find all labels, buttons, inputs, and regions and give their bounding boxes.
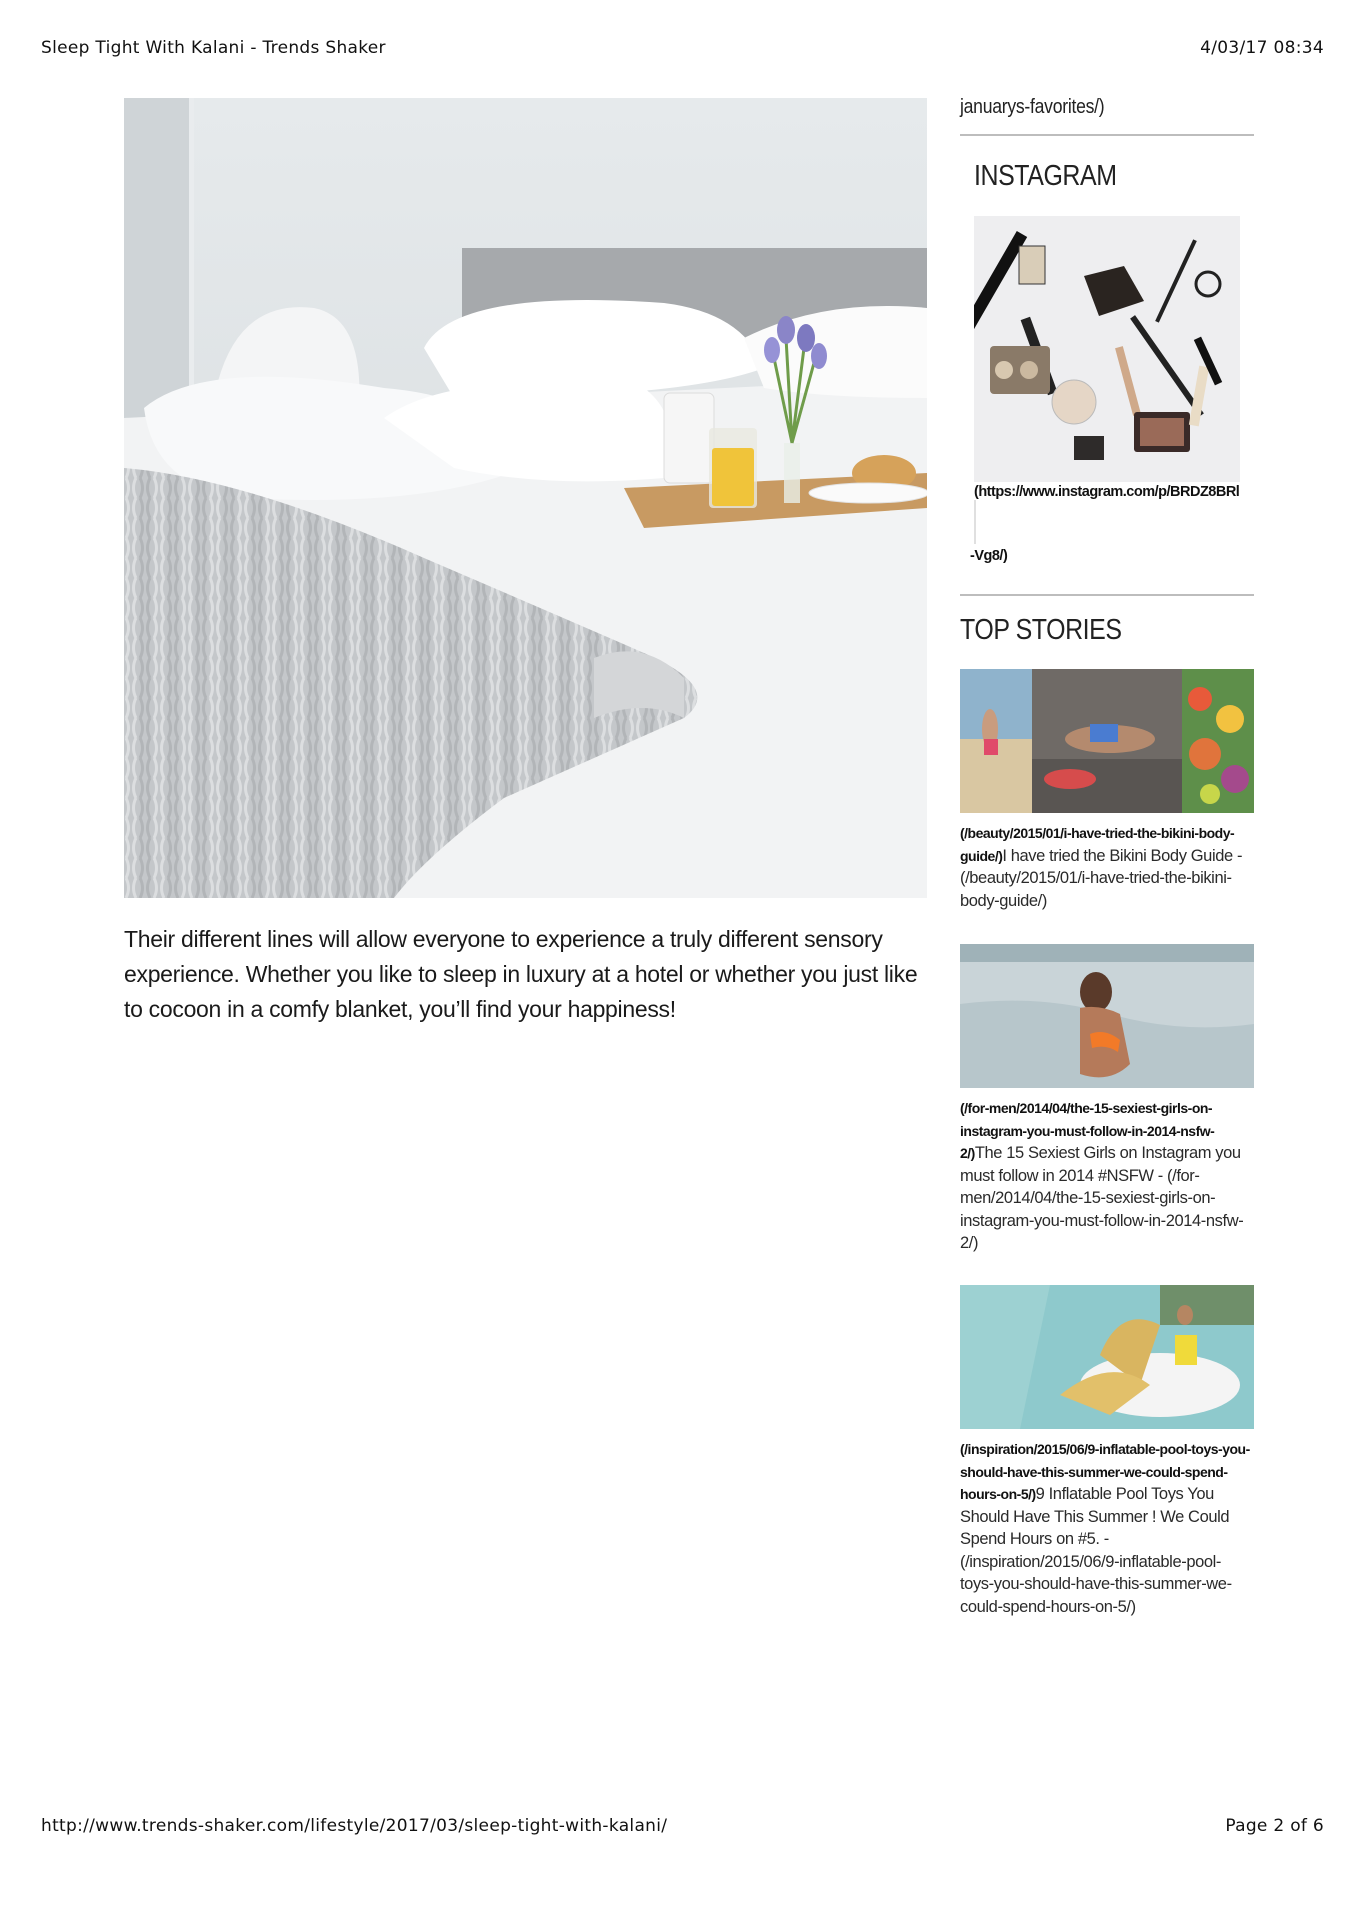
story-image-pool-toys[interactable] xyxy=(960,1285,1254,1429)
link-break-marker xyxy=(974,500,976,544)
bedroom-illustration xyxy=(124,98,927,898)
story-link-2[interactable]: (/for-men/2014/04/the-15-sexiest-girls-on-instagram-you-must-follow-in-2014-nsfw-2/) xyxy=(960,1100,1215,1161)
makeup-flatlay-illustration xyxy=(974,216,1240,482)
instagram-link-line-1[interactable]: (https://www.instagram.com/p/BRDZ8BRl xyxy=(974,484,1240,500)
print-header-datetime: 4/03/17 08:34 xyxy=(1200,38,1324,58)
print-header-title: Sleep Tight With Kalani - Trends Shaker xyxy=(41,38,386,58)
story-text-1[interactable] xyxy=(960,822,1254,912)
beach-illustration xyxy=(960,944,1254,1088)
story-text-2[interactable] xyxy=(960,1097,1254,1255)
story-image-bikini-body[interactable] xyxy=(960,669,1254,813)
story-link-1[interactable]: (/beauty/2015/01/i-have-tried-the-bikini-body-guide/) xyxy=(960,825,1235,864)
previous-post-link[interactable]: januarys-favorites/) xyxy=(960,96,1105,118)
story-link-3[interactable]: (/inspiration/2015/06/9-inflatable-pool-toys-you-should-have-this-summer-we-could-spend-hours-on-5/) xyxy=(960,1441,1250,1502)
fitness-collage-illustration xyxy=(960,669,1254,813)
story-title-1[interactable]: I have tried the Bikini Body Guide - (/beauty/2015/01/i-have-tried-the-bikini-body-guide/) xyxy=(960,846,1243,910)
print-footer-url: http://www.trends-shaker.com/lifestyle/2017/03/sleep-tight-with-kalani/ xyxy=(41,1816,668,1836)
pool-illustration xyxy=(960,1285,1254,1429)
divider xyxy=(960,594,1254,596)
story-image-instagram-girls[interactable] xyxy=(960,944,1254,1088)
divider xyxy=(960,134,1254,136)
article-paragraph: Their different lines will allow everyone to experience a truly different sensory experience. Whether you like to sleep in luxury at a hotel or whether you just like to cocoon in a comfy blanket, you’ll find your happiness! xyxy=(124,926,918,1022)
story-title-2[interactable]: The 15 Sexiest Girls on Instagram you must follow in 2014 #NSFW - (/for-men/2014/04/the-15-sexiest-girls-on-instagram-you-must-follow-in-2014-nsfw-2/) xyxy=(960,1144,1244,1252)
print-footer-page-number: Page 2 of 6 xyxy=(1225,1816,1324,1836)
instagram-image-makeup[interactable] xyxy=(974,216,1240,482)
top-stories-heading: TOP STORIES xyxy=(960,614,1122,646)
story-text-3[interactable] xyxy=(960,1438,1254,1618)
instagram-link-line-2[interactable]: -Vg8/) xyxy=(970,548,1008,564)
story-title-3[interactable]: 9 Inflatable Pool Toys You Should Have This Summer ! We Could Spend Hours on #5. - (/inspiration/2015/06/9-inflatable-pool-toys-you-should-have-this-summer-we-could-spend-hours-on-5/) xyxy=(960,1485,1232,1616)
article-image-bedroom xyxy=(124,98,927,898)
instagram-heading: INSTAGRAM xyxy=(974,160,1117,192)
